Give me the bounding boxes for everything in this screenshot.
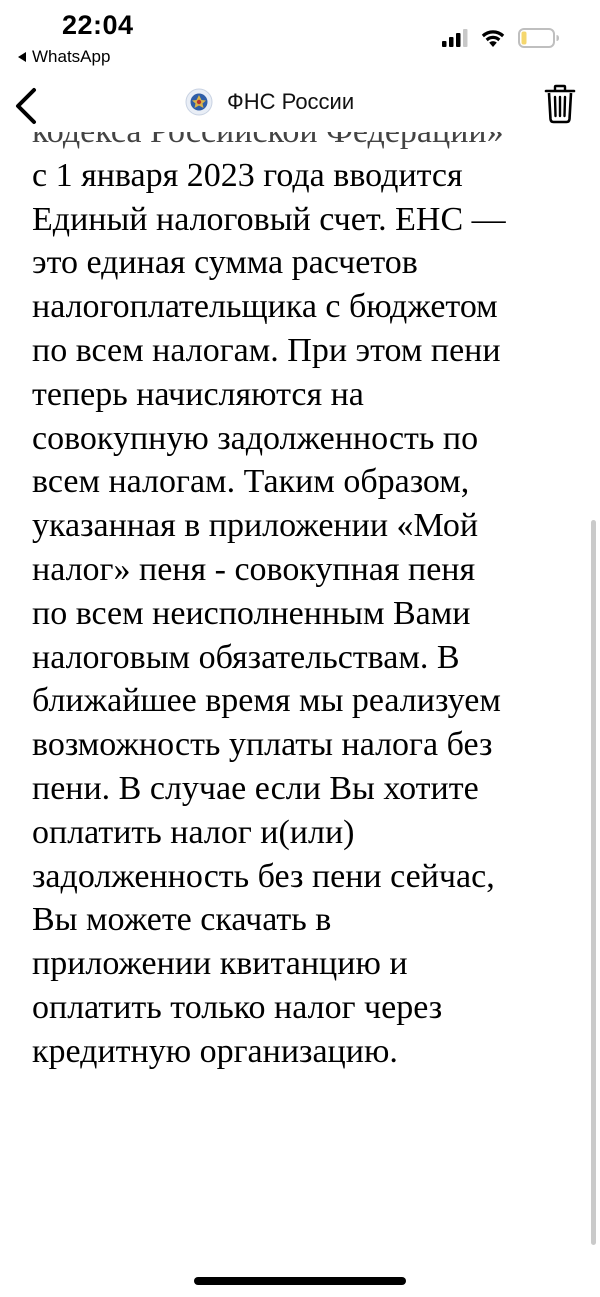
status-icons	[442, 28, 560, 48]
fns-emblem-icon	[185, 88, 213, 116]
message-line: по всем налогам. При этом пени	[32, 331, 501, 369]
message-line: налогоплательщика с бюджетом	[32, 288, 498, 326]
back-app-label: WhatsApp	[32, 47, 111, 66]
message-line: всем налогам. Таким образом,	[32, 463, 470, 501]
message-line: пени. В случае если Вы хотите	[32, 769, 479, 807]
chat-title[interactable]	[185, 88, 354, 116]
message-body	[32, 110, 572, 1074]
chat-title-text: ФНС России	[227, 89, 355, 114]
message-line: возможность уплаты налога без	[32, 726, 493, 764]
message-line: оплатить налог и(или)	[32, 813, 355, 851]
message-line: налог» пеня - совокупная пеня	[32, 550, 476, 588]
message-line: теперь начисляются на	[32, 375, 364, 413]
message-line: налоговым обязательствам. В	[32, 638, 460, 676]
message-line: оплатить только налог через	[32, 988, 443, 1026]
home-indicator[interactable]	[194, 1277, 406, 1285]
message-line: указанная в приложении «Мой	[32, 507, 479, 545]
cellular-signal-icon	[442, 29, 468, 47]
message-line: Единый налоговый счет. ЕНС —	[32, 200, 506, 238]
status-time: 22:04	[62, 10, 134, 40]
message-line: кредитную организацию.	[32, 1032, 398, 1070]
chat-header	[0, 80, 600, 132]
status-bar	[0, 0, 600, 80]
back-triangle-icon	[18, 52, 26, 62]
message-line: совокупную задолженность по	[32, 419, 479, 457]
message-line: с 1 января 2023 года вводится	[32, 156, 463, 194]
message-line: по всем неисполненным Вами	[32, 594, 471, 632]
message-line: ближайшее время мы реализуем	[32, 682, 501, 720]
message-line: приложении квитанцию и	[32, 945, 408, 983]
wifi-icon	[480, 29, 506, 48]
battery-icon	[518, 28, 560, 48]
message-line: задолженность без пени сейчас,	[32, 857, 495, 895]
chevron-left-icon[interactable]	[12, 86, 42, 126]
message-line: это единая сумма расчетов	[32, 244, 418, 282]
message-line: Вы можете скачать в	[32, 901, 332, 939]
back-to-app-link[interactable]	[18, 47, 110, 67]
scrollbar[interactable]	[591, 520, 596, 1245]
trash-icon[interactable]	[544, 84, 576, 124]
